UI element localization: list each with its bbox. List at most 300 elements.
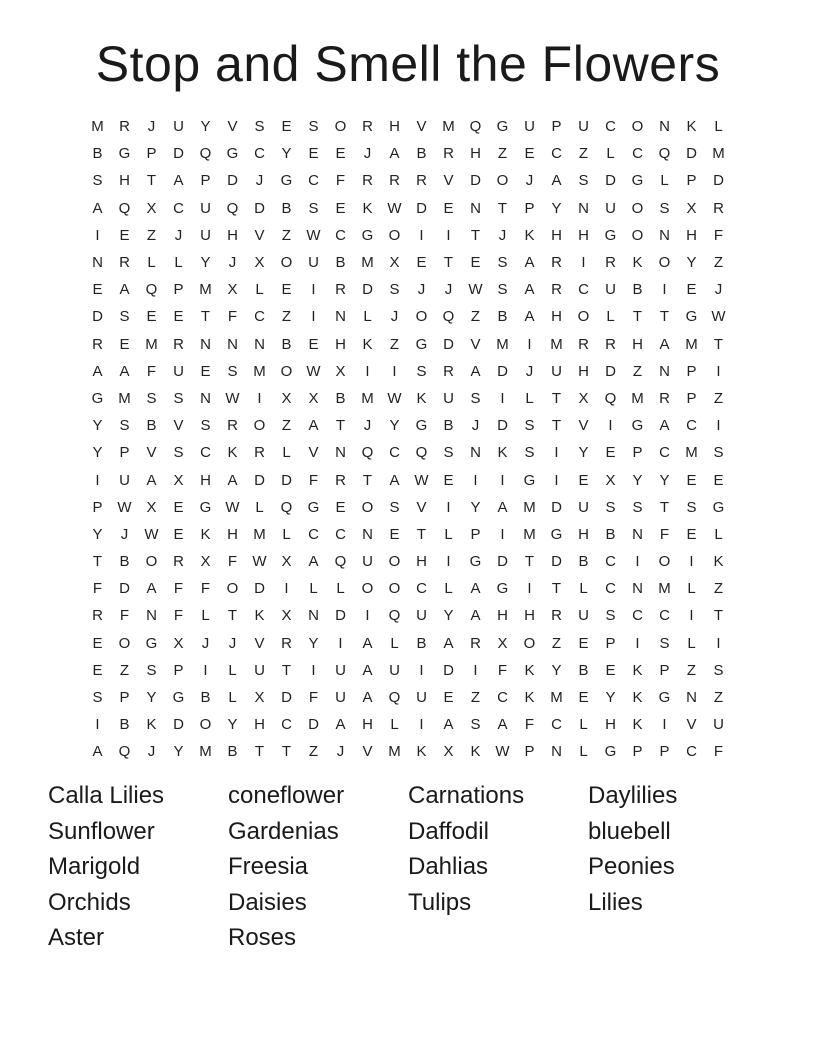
grid-letter: N	[686, 689, 697, 707]
grid-letter: V	[416, 118, 427, 136]
grid-letter: A	[659, 417, 670, 435]
grid-letter: Q	[604, 389, 617, 407]
grid-letter: Z	[686, 661, 697, 679]
grid-letter: Q	[118, 743, 131, 761]
grid-letter: O	[415, 308, 428, 326]
grid-letter: M	[199, 743, 212, 761]
grid-letter: B	[281, 335, 292, 353]
grid-letter: A	[146, 471, 157, 489]
grid-letter: N	[308, 607, 319, 625]
grid-letter: C	[686, 417, 697, 435]
grid-letter: U	[713, 716, 724, 734]
grid-letter: Q	[118, 199, 131, 217]
grid-letter: T	[416, 525, 427, 543]
grid-letter: S	[605, 607, 616, 625]
grid-letter: E	[308, 335, 319, 353]
grid-letter: E	[443, 471, 454, 489]
grid-letter: A	[470, 362, 481, 380]
grid-letter: N	[146, 607, 157, 625]
grid-letter: A	[470, 580, 481, 598]
grid-letter: M	[523, 525, 536, 543]
grid-letter: D	[497, 417, 508, 435]
grid-letter: N	[470, 444, 481, 462]
grid-letter: K	[416, 743, 427, 761]
grid-letter: I	[311, 281, 316, 299]
grid-letter: G	[91, 389, 104, 407]
grid-letter: R	[119, 118, 130, 136]
grid-letter: N	[632, 525, 643, 543]
grid-letter: E	[443, 199, 454, 217]
grid-letter: R	[119, 254, 130, 272]
grid-letter: L	[363, 308, 372, 326]
grid-letter: Z	[281, 226, 292, 244]
grid-letter: D	[92, 308, 103, 326]
grid-letter: N	[254, 335, 265, 353]
grid-letter: X	[335, 362, 346, 380]
grid-letter: L	[174, 254, 183, 272]
grid-letter: R	[713, 199, 724, 217]
grid-letter: L	[525, 389, 534, 407]
grid-letter: C	[578, 281, 589, 299]
grid-letter: Y	[227, 716, 238, 734]
grid-letter: W	[306, 362, 321, 380]
grid-letter: U	[416, 607, 427, 625]
grid-letter: O	[253, 417, 266, 435]
word-bank-item: Tulips	[408, 888, 472, 916]
grid-letter: U	[551, 362, 562, 380]
grid-letter: W	[387, 389, 402, 407]
grid-letter: Q	[361, 444, 374, 462]
grid-letter: H	[200, 471, 211, 489]
grid-letter: P	[686, 172, 697, 190]
grid-letter: Z	[713, 580, 724, 598]
word-bank-item: Roses	[228, 924, 297, 952]
grid-letter: V	[470, 335, 481, 353]
grid-letter: M	[199, 281, 212, 299]
grid-letter: B	[92, 145, 103, 163]
grid-letter: I	[608, 417, 613, 435]
grid-letter: R	[605, 254, 616, 272]
grid-letter: R	[362, 172, 373, 190]
word-bank-item: coneflower	[228, 782, 345, 809]
grid-letter: W	[225, 389, 240, 407]
grid-letter: K	[713, 553, 724, 571]
grid-letter: H	[551, 226, 562, 244]
grid-letter: U	[605, 199, 616, 217]
grid-letter: C	[281, 716, 292, 734]
grid-letter: L	[282, 525, 291, 543]
grid-letter: A	[92, 743, 103, 761]
grid-letter: I	[392, 362, 397, 380]
page-title: Stop and Smell the Flowers	[95, 36, 721, 92]
grid-letter: A	[362, 661, 373, 679]
grid-letter: M	[145, 335, 158, 353]
grid-letter: X	[389, 254, 400, 272]
grid-letter: J	[201, 634, 210, 652]
grid-letter: E	[335, 199, 346, 217]
grid-letter: C	[605, 118, 616, 136]
grid-letter: V	[308, 444, 319, 462]
grid-letter: R	[470, 634, 481, 652]
grid-letter: G	[280, 172, 293, 190]
grid-letter: F	[308, 471, 319, 489]
grid-letter: T	[227, 607, 238, 625]
grid-letter: M	[685, 335, 698, 353]
grid-letter: H	[254, 716, 265, 734]
grid-letter: S	[308, 199, 319, 217]
grid-letter: B	[335, 254, 346, 272]
grid-letter: J	[255, 172, 264, 190]
grid-letter: I	[284, 580, 289, 598]
grid-letter: G	[712, 498, 725, 516]
grid-letter: U	[254, 661, 265, 679]
grid-letter: E	[92, 661, 103, 679]
grid-letter: E	[578, 471, 589, 489]
grid-letter: A	[92, 199, 103, 217]
grid-letter: F	[119, 607, 130, 625]
grid-letter: O	[388, 226, 401, 244]
grid-letter: U	[578, 118, 589, 136]
grid-letter: R	[443, 362, 454, 380]
grid-letter: I	[419, 716, 424, 734]
grid-letter: R	[551, 281, 562, 299]
grid-letter: T	[524, 553, 535, 571]
grid-letter: C	[173, 199, 184, 217]
grid-letter: X	[173, 634, 184, 652]
grid-letter: O	[361, 498, 374, 516]
grid-letter: R	[173, 335, 184, 353]
grid-letter: X	[173, 471, 184, 489]
grid-letter: A	[308, 417, 319, 435]
grid-letter: Q	[658, 145, 671, 163]
grid-letter: O	[523, 634, 536, 652]
grid-letter: P	[686, 362, 697, 380]
grid-letter: B	[578, 661, 589, 679]
grid-letter: K	[200, 525, 211, 543]
grid-letter: I	[500, 471, 505, 489]
grid-letter: D	[551, 553, 562, 571]
grid-letter: Z	[389, 335, 400, 353]
grid-letter: V	[362, 743, 373, 761]
grid-letter: Q	[145, 281, 158, 299]
grid-letter: H	[578, 525, 589, 543]
word-bank-item: Lilies	[588, 888, 643, 916]
grid-letter: K	[524, 661, 535, 679]
grid-letter: S	[254, 118, 265, 136]
grid-letter: R	[578, 335, 589, 353]
grid-letter: C	[632, 145, 643, 163]
grid-letter: D	[254, 199, 265, 217]
grid-letter: D	[281, 471, 292, 489]
grid-letter: X	[497, 634, 508, 652]
grid-letter: U	[308, 254, 319, 272]
grid-letter: Z	[713, 389, 724, 407]
grid-letter: S	[146, 661, 157, 679]
grid-letter: B	[605, 525, 616, 543]
grid-letter: K	[416, 389, 427, 407]
grid-letter: B	[497, 308, 508, 326]
grid-letter: Y	[551, 661, 562, 679]
grid-letter: A	[524, 254, 535, 272]
grid-letter: Z	[497, 145, 508, 163]
grid-letter: Z	[470, 689, 481, 707]
grid-letter: H	[605, 716, 616, 734]
grid-letter: J	[525, 362, 534, 380]
grid-letter: D	[605, 172, 616, 190]
grid-letter: D	[443, 335, 454, 353]
grid-letter: E	[92, 634, 103, 652]
grid-letter: V	[146, 444, 157, 462]
grid-letter: X	[200, 553, 211, 571]
grid-letter: S	[497, 254, 508, 272]
grid-letter: G	[145, 634, 158, 652]
grid-letter: Y	[92, 444, 103, 462]
grid-letter: M	[631, 389, 644, 407]
grid-letter: B	[119, 716, 130, 734]
grid-letter: M	[712, 145, 725, 163]
grid-letter: L	[228, 661, 237, 679]
grid-letter: P	[632, 444, 643, 462]
grid-letter: K	[146, 716, 157, 734]
grid-letter: K	[632, 661, 643, 679]
grid-letter: S	[200, 417, 211, 435]
grid-letter: S	[497, 281, 508, 299]
grid-letter: A	[362, 689, 373, 707]
grid-letter: T	[92, 553, 103, 571]
grid-letter: A	[524, 281, 535, 299]
grid-letter: S	[524, 444, 535, 462]
grid-letter: C	[308, 172, 319, 190]
grid-letter: L	[255, 281, 264, 299]
grid-letter: I	[716, 417, 721, 435]
grid-letter: A	[443, 716, 454, 734]
grid-letter: G	[631, 417, 644, 435]
grid-letter: G	[604, 226, 617, 244]
grid-letter: H	[416, 553, 427, 571]
grid-letter: F	[227, 308, 238, 326]
grid-letter: Y	[605, 689, 616, 707]
grid-letter: N	[227, 335, 238, 353]
grid-letter: E	[173, 498, 184, 516]
grid-letter: C	[605, 553, 616, 571]
word-bank-item: Sunflower	[48, 817, 155, 845]
grid-letter: K	[632, 254, 643, 272]
grid-letter: L	[282, 444, 291, 462]
word-bank-item: Carnations	[408, 782, 525, 809]
grid-letter: J	[228, 634, 237, 652]
grid-letter: G	[604, 743, 617, 761]
grid-letter: P	[173, 661, 184, 679]
grid-letter: C	[254, 308, 265, 326]
grid-letter: K	[686, 118, 697, 136]
grid-letter: D	[551, 498, 562, 516]
grid-letter: M	[253, 362, 266, 380]
grid-letter: E	[605, 661, 616, 679]
grid-letter: W	[414, 471, 429, 489]
grid-letter: I	[257, 389, 262, 407]
grid-letter: U	[416, 689, 427, 707]
grid-letter: K	[470, 743, 481, 761]
grid-letter: G	[199, 498, 212, 516]
grid-letter: N	[362, 525, 373, 543]
grid-letter: Y	[659, 471, 670, 489]
grid-letter: U	[173, 362, 184, 380]
grid-letter: E	[173, 308, 184, 326]
grid-letter: U	[200, 226, 211, 244]
grid-letter: N	[659, 362, 670, 380]
grid-letter: Y	[389, 417, 400, 435]
grid-letter: Q	[388, 689, 401, 707]
grid-letter: Z	[119, 661, 130, 679]
grid-letter: L	[579, 743, 588, 761]
grid-letter: C	[254, 145, 265, 163]
grid-letter: B	[200, 689, 211, 707]
word-bank-item: Gardenias	[228, 817, 339, 845]
grid-letter: I	[446, 553, 451, 571]
grid-letter: M	[523, 498, 536, 516]
grid-letter: L	[687, 634, 696, 652]
grid-letter: X	[605, 471, 616, 489]
grid-letter: J	[390, 308, 399, 326]
grid-letter: R	[659, 389, 670, 407]
grid-letter: T	[659, 308, 670, 326]
grid-letter: H	[335, 335, 346, 353]
grid-letter: H	[227, 525, 238, 543]
grid-letter: K	[524, 689, 535, 707]
grid-letter: P	[524, 199, 535, 217]
grid-letter: U	[389, 661, 400, 679]
grid-letter: T	[200, 308, 211, 326]
grid-letter: F	[497, 661, 508, 679]
grid-letter: H	[362, 716, 373, 734]
grid-letter: G	[361, 226, 374, 244]
grid-letter: I	[311, 661, 316, 679]
grid-letter: Y	[173, 743, 184, 761]
grid-letter: D	[308, 716, 319, 734]
word-bank-item: Daylilies	[588, 782, 678, 809]
grid-letter: N	[659, 118, 670, 136]
grid-letter: H	[578, 226, 589, 244]
grid-letter: A	[92, 362, 103, 380]
grid-letter: A	[524, 308, 535, 326]
grid-letter: L	[606, 145, 615, 163]
grid-letter: F	[227, 553, 238, 571]
grid-letter: E	[524, 145, 535, 163]
grid-letter: N	[92, 254, 103, 272]
grid-letter: N	[200, 335, 211, 353]
grid-letter: I	[716, 634, 721, 652]
grid-letter: Y	[443, 607, 454, 625]
grid-letter: I	[662, 281, 667, 299]
word-bank-item: bluebell	[588, 817, 671, 845]
grid-letter: G	[550, 525, 563, 543]
word-bank	[48, 779, 768, 957]
grid-letter: F	[713, 743, 724, 761]
grid-letter: U	[524, 118, 535, 136]
grid-letter: F	[308, 689, 319, 707]
grid-letter: S	[686, 498, 697, 516]
grid-letter: V	[173, 417, 184, 435]
grid-letter: O	[334, 118, 347, 136]
grid-letter: Q	[226, 199, 239, 217]
grid-letter: Z	[308, 743, 319, 761]
grid-letter: P	[470, 525, 481, 543]
grid-letter: K	[632, 689, 643, 707]
grid-letter: B	[227, 743, 238, 761]
grid-letter: J	[147, 118, 156, 136]
grid-letter: J	[174, 226, 183, 244]
grid-letter: Z	[470, 308, 481, 326]
grid-letter: B	[632, 281, 643, 299]
grid-letter: D	[119, 580, 130, 598]
grid-letter: J	[363, 145, 372, 163]
grid-letter: Y	[200, 254, 211, 272]
grid-letter: G	[226, 145, 239, 163]
grid-letter: I	[446, 498, 451, 516]
grid-letter: G	[658, 689, 671, 707]
grid-letter: I	[95, 471, 100, 489]
grid-letter: E	[92, 281, 103, 299]
grid-letter: G	[415, 417, 428, 435]
grid-letter: P	[173, 281, 184, 299]
grid-letter: T	[713, 607, 724, 625]
grid-letter: Q	[334, 553, 347, 571]
grid-letter: G	[118, 145, 131, 163]
grid-letter: B	[119, 553, 130, 571]
grid-letter: H	[632, 335, 643, 353]
grid-letter: V	[578, 417, 589, 435]
grid-letter: L	[390, 716, 399, 734]
grid-letter: A	[389, 471, 400, 489]
grid-letter: I	[203, 661, 208, 679]
grid-letter: O	[361, 580, 374, 598]
grid-letter: Q	[469, 118, 482, 136]
grid-letter: I	[662, 716, 667, 734]
grid-letter: R	[254, 444, 265, 462]
grid-letter: I	[311, 308, 316, 326]
grid-letter: R	[227, 417, 238, 435]
grid-letter: C	[659, 444, 670, 462]
grid-letter: X	[254, 254, 265, 272]
grid-letter: L	[228, 689, 237, 707]
grid-letter: P	[605, 634, 616, 652]
word-bank-item: Freesia	[228, 853, 309, 881]
grid-letter: I	[527, 580, 532, 598]
grid-letter: B	[146, 417, 157, 435]
grid-letter: O	[199, 716, 212, 734]
grid-letter: E	[470, 254, 481, 272]
grid-letter: L	[201, 607, 210, 625]
grid-letter: S	[605, 498, 616, 516]
grid-letter: W	[306, 226, 321, 244]
grid-letter: K	[497, 444, 508, 462]
grid-letter: Z	[281, 308, 292, 326]
word-bank-item: Marigold	[48, 853, 141, 881]
grid-letter: M	[253, 525, 266, 543]
grid-letter: C	[497, 689, 508, 707]
grid-letter: Y	[92, 525, 103, 543]
grid-letter: E	[335, 145, 346, 163]
grid-letter: D	[362, 281, 373, 299]
grid-letter: C	[416, 580, 427, 598]
grid-letter: Z	[281, 417, 292, 435]
grid-letter: J	[444, 281, 453, 299]
grid-letter: E	[416, 254, 427, 272]
grid-letter: K	[632, 716, 643, 734]
grid-letter: G	[631, 172, 644, 190]
grid-letter: E	[173, 525, 184, 543]
grid-letter: B	[416, 634, 427, 652]
